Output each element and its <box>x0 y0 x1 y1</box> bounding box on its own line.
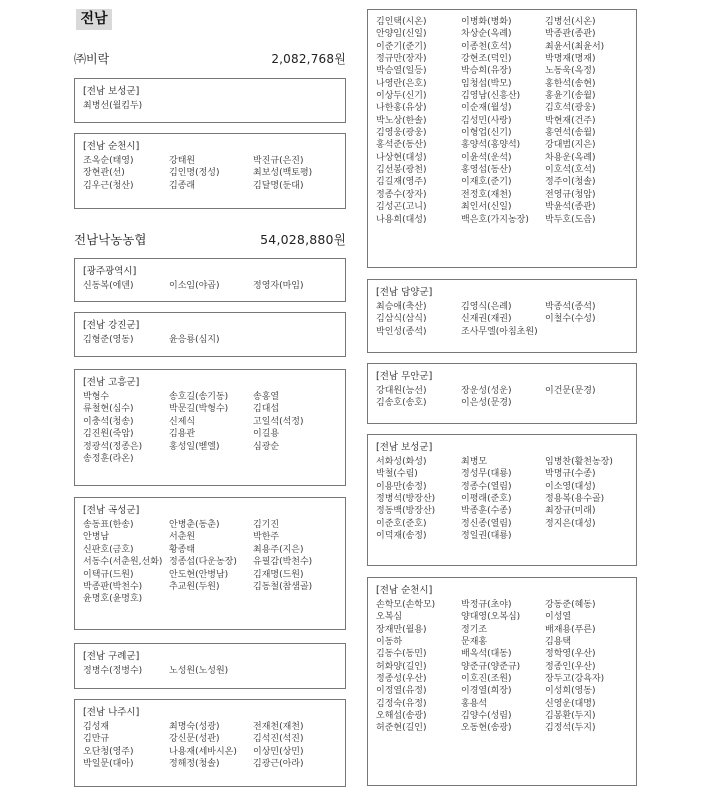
group-title: [전남 나주시] <box>83 707 140 718</box>
list-item: 나영란(은호) <box>376 78 427 89</box>
list-item: 추교원(두원) <box>169 582 220 593</box>
list-item: 윤응룡(심지) <box>169 335 220 345</box>
list-item: 문재홍 <box>461 637 488 648</box>
list-item: 신제식 <box>169 416 196 427</box>
list-item: 박명규(수종) <box>545 469 596 480</box>
list-item: 정규만(장자) <box>376 54 427 65</box>
name-list <box>83 155 339 192</box>
list-item: 최병모 <box>461 457 488 467</box>
list-item: 정종수(장자) <box>376 189 427 200</box>
list-item: 전영규(청암) <box>545 189 596 200</box>
list-item: 김성재 <box>83 722 110 732</box>
list-item: 이재호(준기) <box>461 177 512 188</box>
list-item: 김진원(죽암) <box>83 429 134 440</box>
list-item: 김용택 <box>545 637 572 648</box>
list-item: 이준기(준기) <box>376 41 427 52</box>
list-item: 류철현(심수) <box>83 404 134 415</box>
list-item: 이철수(수성) <box>545 314 596 325</box>
name-list <box>83 391 339 465</box>
list-item: 정해정(청솔) <box>169 759 220 770</box>
list-item: 장운성(성운) <box>461 386 512 396</box>
list-item: 박명재(명재) <box>545 54 596 65</box>
list-item: 이성열 <box>545 612 572 623</box>
list-item: 나상현(대성) <box>376 152 427 163</box>
group-box <box>74 643 346 689</box>
list-item: 안도현(안병남) <box>169 569 229 580</box>
list-item: 김용관 <box>169 429 196 440</box>
list-item: 최윤서(최윤서) <box>545 41 605 52</box>
list-item: 송정훈(라온) <box>83 454 134 465</box>
list-item: 안병춘(동춘) <box>169 520 220 530</box>
list-item: 양대영(오복심) <box>461 612 521 623</box>
group-title: [전남 고흥군] <box>83 377 140 388</box>
group-title: [전남 강진군] <box>83 320 140 331</box>
group-box <box>74 699 346 787</box>
list-item: 이상민(상민) <box>253 746 304 757</box>
list-item: 강현조(덕인) <box>461 54 512 65</box>
list-item: 박철(수림) <box>376 469 418 480</box>
list-item: 강대원(능선) <box>376 386 427 396</box>
group-title: [전남 무안군] <box>376 371 433 382</box>
list-item: 서동수(서춘원,선화) <box>83 557 163 568</box>
list-item: 박승희(유장) <box>461 66 512 77</box>
name-list <box>83 100 339 112</box>
list-item: 최인서(신일) <box>461 202 512 213</box>
list-item: 오동현(송광) <box>461 723 512 734</box>
list-item: 이호진(조원) <box>461 674 512 685</box>
list-item: 서춘원 <box>169 532 196 543</box>
group-box <box>74 312 346 357</box>
list-item: 김정숙(유정) <box>376 698 427 709</box>
list-item: 김송호(송호) <box>376 398 427 409</box>
list-item: 박승열(일등) <box>376 66 427 77</box>
list-item: 김영남(신흥산) <box>461 91 521 102</box>
list-item: 김대섭 <box>253 404 280 415</box>
name-list <box>83 280 339 292</box>
list-item: 이경열(희장) <box>461 686 512 697</box>
list-item: 정일권(대룡) <box>461 531 512 542</box>
list-item: 강동준(혜동) <box>545 600 596 610</box>
company-name: 전남낙농농협 <box>74 232 147 247</box>
company-amount: 54,028,880원 <box>260 232 346 247</box>
list-item: 차용운(옥례) <box>545 152 596 163</box>
list-item: 허준현(길인) <box>376 723 427 734</box>
list-item: 백은호(가지농장) <box>461 214 529 225</box>
list-item: 강신문(성관) <box>169 734 220 745</box>
list-item: 이용만(송정) <box>376 481 427 492</box>
group-box <box>367 279 637 353</box>
list-item: 이상두(신기) <box>376 91 427 102</box>
group-box <box>367 577 637 786</box>
group-box <box>367 434 637 566</box>
list-item: 이건문(문경) <box>545 386 596 396</box>
list-item: 박한주 <box>253 532 280 543</box>
list-item: 김성곤(고니) <box>376 202 427 213</box>
list-item: 정종인(우산) <box>545 661 596 672</box>
list-item: 정영자(마임) <box>253 281 304 291</box>
list-item: 홍한석(송현) <box>545 78 596 89</box>
list-item: 노성원(노성원) <box>169 666 229 676</box>
list-item: 손학모(손학모) <box>376 600 436 610</box>
list-item: 서화성(화성) <box>376 457 427 467</box>
list-item: 김기진 <box>253 520 280 530</box>
name-list <box>376 16 630 226</box>
name-list <box>83 334 339 346</box>
list-item: 최보성(백토평) <box>253 168 313 179</box>
list-item: 홍윤기(송월) <box>545 91 596 102</box>
list-item: 장두고(강욕자) <box>545 674 605 685</box>
list-item: 정병석(방장산) <box>376 494 436 505</box>
list-item: 박일문(대아) <box>83 759 134 770</box>
list-item: 강태원 <box>169 156 196 166</box>
list-item: 이순재(월성) <box>461 103 512 114</box>
list-item: 장재만(월용) <box>376 624 427 635</box>
list-item: 배옥석(대동) <box>461 649 512 660</box>
list-item: 김인명(정성) <box>169 168 220 179</box>
name-list <box>376 599 630 735</box>
list-item: 김종래 <box>169 180 196 191</box>
list-item: 홍석준(동산) <box>376 140 427 151</box>
list-item: 신판호(금호) <box>83 544 134 555</box>
list-item: 박두호(도음) <box>545 214 596 225</box>
list-item: 송홍열 <box>253 392 280 402</box>
list-item: 윤명호(윤명호) <box>83 594 143 605</box>
list-item: 장현관(선) <box>83 168 125 179</box>
list-item: 조옥순(태영) <box>83 156 134 166</box>
list-item: 이준호(준호) <box>376 518 427 529</box>
group-title: [전남 곡성군] <box>83 505 140 516</box>
list-item: 이성희(영동) <box>545 686 596 697</box>
list-item: 최명숙(성광) <box>169 722 220 732</box>
list-item: 김양수(성림) <box>461 711 512 722</box>
list-item: 이택규(드원) <box>83 569 134 580</box>
list-item: 최승애(축산) <box>376 302 427 312</box>
group-box <box>74 258 346 302</box>
list-item: 이병화(병화) <box>461 17 512 27</box>
list-item: 홍양석(홍양석) <box>461 140 521 151</box>
list-item: 정기조 <box>461 624 488 635</box>
list-item: 김동철(참샘골) <box>253 582 313 593</box>
group-title: [전남 담양군] <box>376 287 433 298</box>
list-item: 박진규(은진) <box>253 156 304 166</box>
list-item: 정종섭(다운농장) <box>169 557 237 568</box>
list-item: 이덕재(송정) <box>376 531 427 542</box>
list-item: 오복심 <box>376 612 403 623</box>
list-item: 오단청(영주) <box>83 746 134 757</box>
list-item: 박문길(박형수) <box>169 404 229 415</box>
name-list <box>376 456 630 542</box>
list-item: 오해섭(송광) <box>376 711 427 722</box>
list-item: 김봉환(두지) <box>545 711 596 722</box>
company-header-birak <box>74 50 346 67</box>
list-item: 정학영(우산) <box>545 649 596 660</box>
list-item: 김재명(드원) <box>253 569 304 580</box>
list-item: 황종태 <box>169 544 196 555</box>
name-list <box>83 721 339 771</box>
list-item: 홍성일(벧엘) <box>169 441 220 452</box>
list-item: 전재천(재천) <box>253 722 304 732</box>
list-item: 김광근(아라) <box>253 759 304 770</box>
list-item: 김길재(영주) <box>376 177 427 188</box>
company-amount: 2,082,768원 <box>271 52 346 66</box>
list-item: 노동욱(옥정) <box>545 66 596 77</box>
list-item: 김우근(청산) <box>83 180 134 191</box>
list-item: 이길용 <box>253 429 280 440</box>
list-item: 이충석(청송) <box>83 416 134 427</box>
list-item: 양준규(양준규) <box>461 661 521 672</box>
list-item: 박종관(종관) <box>545 29 596 40</box>
group-box <box>367 9 637 268</box>
list-item: 홍용석 <box>461 698 488 709</box>
list-item: 이동하 <box>376 637 403 648</box>
list-item: 김정석(두지) <box>545 723 596 734</box>
list-item: 임병찬(활천농장) <box>545 457 613 467</box>
name-list <box>376 301 630 338</box>
region-label: 전남 <box>76 9 112 30</box>
list-item: 신영운(대명) <box>545 698 596 709</box>
group-box <box>74 369 346 486</box>
list-item: 최장규(미래) <box>545 506 596 517</box>
list-item: 배재용(푸른) <box>545 624 596 635</box>
group-box <box>367 363 637 424</box>
group-box <box>74 133 346 209</box>
group-box <box>74 78 346 123</box>
list-item: 박종판(박천수) <box>83 582 143 593</box>
list-item: 심광순 <box>253 441 280 452</box>
list-item: 고일석(석정) <box>253 416 304 427</box>
company-header-jeonnam-dairy <box>74 230 346 248</box>
list-item: 김만규 <box>83 734 110 745</box>
list-item: 박종훈(수종) <box>461 506 512 517</box>
list-item: 김동수(동민) <box>376 649 427 660</box>
list-item: 정신종(열림) <box>461 518 512 529</box>
list-item: 김삼식(삼식) <box>376 314 427 325</box>
list-item: 이형업(신기) <box>461 128 512 139</box>
list-item: 정용복(용수골) <box>545 494 605 505</box>
list-item: 김영식(은례) <box>461 302 512 312</box>
list-item: 조사무엘(아침초원) <box>461 326 538 337</box>
list-item: 정종수(열림) <box>461 481 512 492</box>
list-item: 김호석(광웅) <box>545 103 596 114</box>
company-name: ㈜비락 <box>74 52 110 66</box>
list-item: 정종성(우산) <box>376 674 427 685</box>
list-item: 김영웅(광웅) <box>376 128 427 139</box>
list-item: 나한홍(유상) <box>376 103 427 114</box>
list-item: 김달명(둔대) <box>253 180 304 191</box>
list-item: 전정호(재천) <box>461 189 512 200</box>
list-item: 홍연석(송월) <box>545 128 596 139</box>
group-box <box>74 497 346 630</box>
list-item: 이소영(대성) <box>545 481 596 492</box>
list-item: 안병남 <box>83 532 110 543</box>
list-item: 최병선(월킴두) <box>83 101 143 111</box>
list-item: 김석진(석진) <box>253 734 304 745</box>
list-item: 정광석(정종은) <box>83 441 143 452</box>
list-item: 이정열(유정) <box>376 686 427 697</box>
list-item: 이은성(문경) <box>461 398 512 409</box>
list-item: 박윤석(종관) <box>545 202 596 213</box>
list-item: 박노상(한솔) <box>376 115 427 126</box>
list-item: 박현재(건주) <box>545 115 596 126</box>
list-item: 이호석(호석) <box>545 165 596 176</box>
group-title: [전남 순천시] <box>376 585 433 596</box>
list-item: 유필감(박천수) <box>253 557 313 568</box>
list-item: 홍영섭(동산) <box>461 165 512 176</box>
list-item: 정지은(대성) <box>545 518 596 529</box>
list-item: 정주이(청솔) <box>545 177 596 188</box>
list-item: 나용재(세바시온) <box>169 746 237 757</box>
list-item: 정동백(방장산) <box>376 506 436 517</box>
group-title: [전남 보성군] <box>376 442 433 453</box>
list-item: 송동표(한송) <box>83 520 134 530</box>
list-item: 이윤석(운석) <box>461 152 512 163</box>
list-item: 박형수 <box>83 392 110 402</box>
group-title: [전남 순천시] <box>83 141 140 152</box>
list-item: 정성무(대룡) <box>461 469 512 480</box>
list-item: 이소임(야곱) <box>169 281 220 291</box>
list-item: 정병수(정병수) <box>83 666 143 676</box>
name-list <box>83 665 339 677</box>
list-item: 강대범(지은) <box>545 140 596 151</box>
name-list <box>83 519 339 606</box>
list-item: 김형준(영동) <box>83 335 134 345</box>
list-item: 이평래(준호) <box>461 494 512 505</box>
group-title: [전남 보성군] <box>83 86 140 97</box>
name-list <box>376 385 630 410</box>
list-item: 박종석(종석) <box>545 302 596 312</box>
list-item: 김인택(시온) <box>376 17 427 27</box>
list-item: 박인성(종석) <box>376 326 427 337</box>
list-item: 안양임(신일) <box>376 29 427 40</box>
list-item: 최용주(지은) <box>253 544 304 555</box>
list-item: 김병선(시온) <box>545 17 596 27</box>
list-item: 임청섭(박모) <box>461 78 512 89</box>
list-item: 박정규(초야) <box>461 600 512 610</box>
group-title: [광주광역시] <box>83 266 137 277</box>
list-item: 김성민(사랑) <box>461 115 512 126</box>
group-title: [전남 구례군] <box>83 651 140 662</box>
list-item: 신동복(에덴) <box>83 281 134 291</box>
list-item: 허화양(길인) <box>376 661 427 672</box>
list-item: 김선봉(광천) <box>376 165 427 176</box>
list-item: 이종천(호석) <box>461 41 512 52</box>
list-item: 신재권(재권) <box>461 314 512 325</box>
list-item: 차상순(옥례) <box>461 29 512 40</box>
list-item: 송호길(송기동) <box>169 392 229 402</box>
list-item: 나용희(대성) <box>376 214 427 225</box>
